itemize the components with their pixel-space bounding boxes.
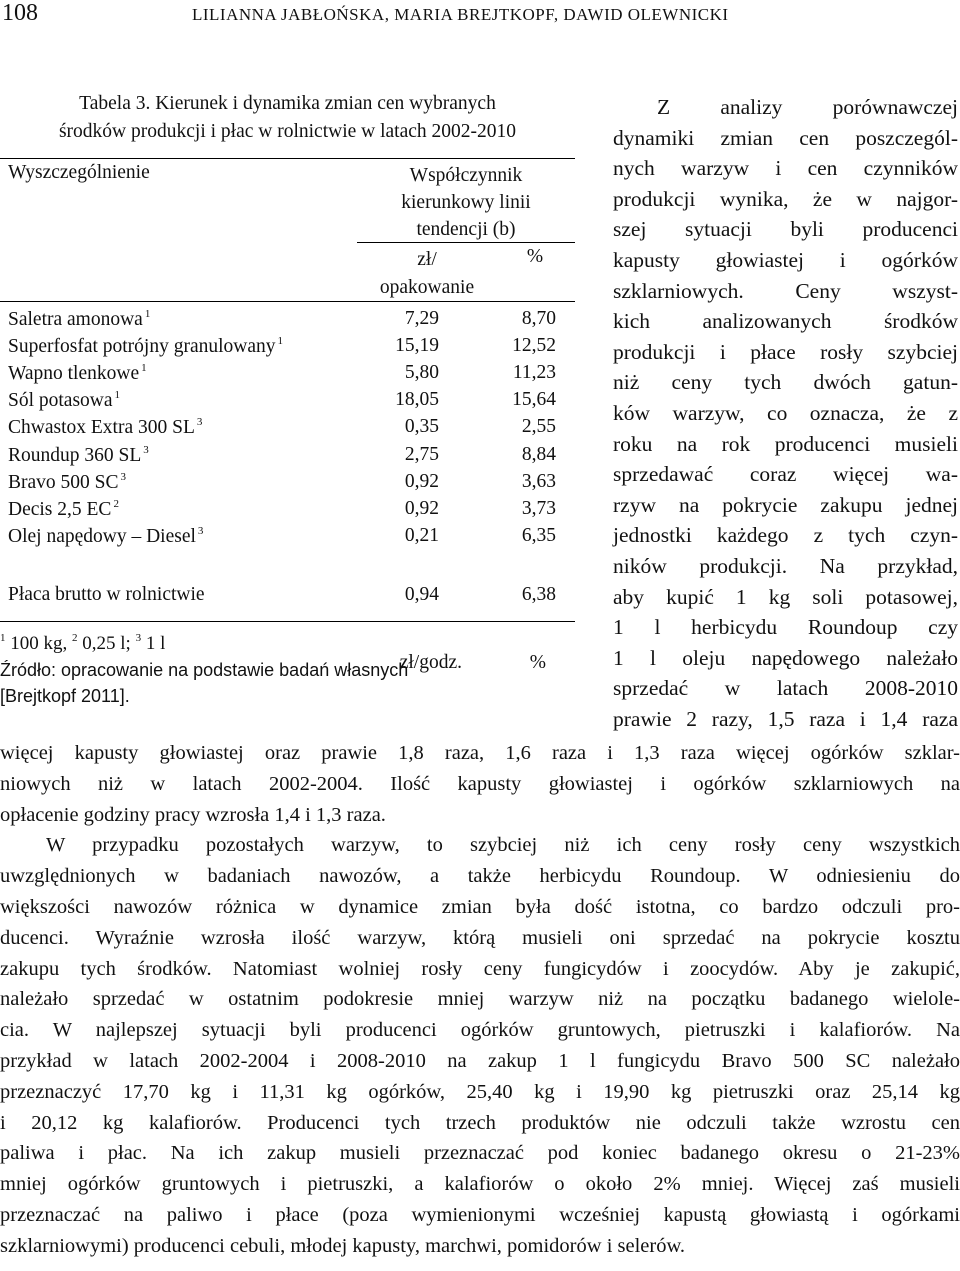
row-name: Saletra amonowa $^1$	[8, 308, 151, 330]
text-line: ducenci. Wyraźnie wzrosła ilość warzyw, którą musieli oni sprzedać na pokrycie kosztu	[0, 926, 960, 949]
row-value-percent: 11,23	[512, 362, 556, 384]
text-line: opłacenie godziny pracy wzrosła 1,4 i 1,3 raza.	[0, 803, 386, 826]
row-name: Sól potasowa $^1$	[8, 389, 121, 412]
row-value-percent: 12,52	[512, 335, 556, 357]
table-row-wage	[0, 584, 575, 611]
row-value-currency: 5,80	[404, 362, 439, 384]
table-row	[0, 444, 575, 471]
table-rule	[0, 301, 575, 302]
row-value-percent: 8,70	[521, 308, 556, 329]
row-value-currency: 0,35	[404, 416, 439, 438]
text-line: cia. W najlepszej sytuacji byli producenci ogórków gruntowych, pietruszki i kalafiorów. Na	[0, 1019, 960, 1042]
row-footnote-mark: 3	[197, 524, 204, 537]
row-name: Olej napędowy – Diesel $^3$	[8, 524, 204, 547]
text-line: szklarniowych. Ceny wszyst-	[613, 278, 958, 303]
table-row	[0, 471, 575, 498]
source-note: [Brejtkopf 2011].	[0, 686, 130, 706]
text-line: 1 l herbicydu Roundoup czy	[613, 615, 958, 640]
table-row	[0, 362, 575, 389]
row-name: Płaca brutto w rolnictwie	[8, 584, 205, 605]
row-value-currency: 0,92	[404, 497, 439, 519]
text-line: produkcji wynika, że w najgor-	[613, 186, 958, 211]
row-footnote-mark: 1	[144, 308, 151, 320]
table-row	[0, 308, 575, 335]
text-line: rzyw na pokrycie zakupu jednej	[613, 492, 958, 517]
row-name: Decis 2,5 EC $^2$	[8, 497, 119, 520]
row-name: Roundup 360 SL $^3$	[8, 443, 149, 466]
table-rule	[0, 158, 575, 159]
row-footnote-mark: 3	[120, 470, 127, 483]
body-paragraphs	[0, 738, 960, 1262]
text-line: szej sytuacji byli producenci	[613, 217, 958, 242]
text-line: roku na rok producenci musieli	[613, 431, 958, 456]
text-line: większości nawozów różnica w dynamice zmian była dość istotna, co bardzo odczuli pro-	[0, 895, 960, 918]
column-header-coefficient	[357, 162, 575, 243]
text-line: kich analizowanych środków	[613, 309, 958, 334]
row-value-percent: 3,63	[521, 470, 556, 492]
text-line: sprzedawać coraz więcej wa-	[613, 462, 958, 487]
text-line: nych warzyw i cen czynników	[613, 156, 958, 181]
footnote-units: $^1$ 100 kg, $^2$ 0,25 l; $^3$ 1 l	[0, 632, 166, 654]
row-footnote-mark: 3	[143, 443, 149, 456]
table-caption-line: Tabela 3. Kierunek i dynamika zmian cen wybranych	[79, 93, 496, 114]
row-value-currency: 0,21	[404, 524, 439, 546]
row-value-currency: 0,92	[404, 470, 439, 492]
text-line: prawie 2 razy, 1,5 raza i 1,4 raza	[613, 706, 958, 731]
text-line: Z analizy porównawczej	[657, 95, 958, 119]
unit-header-percent: %	[526, 246, 544, 267]
row-footnote-mark: 1	[114, 389, 121, 402]
text-line: należało sprzedać w ostatnim podokresie mniej warzyw niż na początku badanego wielole-	[0, 988, 960, 1011]
table-caption-line: środków produkcji i płac w rolnictwie w latach 2002-2010	[58, 121, 517, 142]
table-rule	[357, 242, 575, 243]
table-rule	[0, 621, 575, 622]
row-name: Superfosfat potrójny granulowany $^1$	[8, 335, 284, 358]
text-line: jednostki każdego z tych czyn-	[613, 523, 958, 548]
row-value-currency: 2,75	[404, 443, 439, 465]
text-line: W przypadku pozostałych warzyw, to szybciej niż ich ceny rosły ceny wszystkich	[46, 834, 960, 857]
unit-wage-percent: %	[529, 652, 546, 673]
column-header-name: Wyszczególnienie	[8, 162, 150, 183]
text-line: 1 l oleju napędowego należało	[613, 645, 958, 670]
text-line: dynamiki zmian cen poszczegól-	[613, 125, 958, 150]
row-value-percent: 15,64	[512, 389, 556, 411]
text-line: przeznaczać na paliwo i płace (poza wymienionymi wcześniej kapustą głowiastą i ogórkami	[0, 1203, 960, 1226]
row-footnote-mark: 1	[141, 362, 147, 375]
table-row	[0, 416, 575, 443]
unit-header-line: opakowanie	[379, 277, 475, 298]
table-footnotes	[0, 625, 575, 709]
running-header	[0, 0, 960, 30]
text-line: ków warzyw, co oznacza, że z	[613, 400, 958, 425]
unit-wage-currency: zł/godz.	[399, 652, 462, 673]
side-paragraph	[613, 92, 958, 734]
row-footnote-mark: 1	[277, 335, 284, 348]
text-line: zakupu tych środków. Natomiast wolniej rosły ceny fungicydów i zoocydów. Aby je zakupić,	[0, 957, 960, 980]
text-line: szklarniowymi) producenci cebuli, młodej kapusty, marchwi, pomidorów i selerów.	[0, 1234, 686, 1257]
text-line: paliwa i płac. Na ich zakup musieli przeznaczać pod koniec badanego okresu o 21-23%	[0, 1142, 960, 1165]
text-line: mniej ogórków gruntowych i pietruszki, a kalafiorów o około 2% mniej. Więcej zaś musieli	[0, 1173, 960, 1196]
text-line: przykład w latach 2002-2004 i 2008-2010 na zakup 1 l fungicydu Bravo 500 SC należało	[0, 1049, 960, 1072]
row-value-percent: 6,35	[521, 524, 556, 546]
row-value-currency: 15,19	[395, 335, 439, 357]
row-footnote-mark: 3	[196, 416, 203, 429]
row-footnote-mark: 2	[113, 497, 119, 510]
page-number: 108	[2, 0, 38, 26]
row-value-currency: 18,05	[395, 389, 439, 411]
text-line: niż ceny tych dwóch gatun-	[613, 370, 958, 395]
row-value-percent: 6,38	[521, 584, 556, 605]
table-caption	[0, 90, 575, 146]
row-value-currency: 0,94	[404, 584, 439, 605]
text-line: ników produkcji. Na przykład,	[613, 553, 958, 578]
row-name: Wapno tlenkowe $^1$	[8, 362, 147, 385]
row-value-percent: 3,73	[521, 497, 556, 519]
table-row	[0, 525, 575, 552]
row-name: Chwastox Extra 300 SL $^3$	[8, 416, 203, 439]
text-line: uwzględnionych w badaniach nawozów, a także herbicydu Roundoup. W odniesieniu do	[0, 865, 960, 888]
table-row	[0, 389, 575, 416]
text-line: niowych niż w latach 2002-2004. Ilość kapusty głowiastej i ogórków szklarniowych na	[0, 772, 960, 795]
source-note: Źródło: opracowanie na podstawie badań własnych	[0, 660, 409, 680]
row-value-currency: 7,29	[404, 308, 439, 329]
row-value-percent: 8,84	[521, 443, 556, 465]
text-line: kapusty głowiastej i ogórków	[613, 247, 958, 272]
running-header-authors: LILIANNA JABŁOŃSKA, MARIA BREJTKOPF, DAWID OLEWNICKI	[192, 5, 729, 24]
unit-header-currency	[357, 246, 497, 302]
text-line: aby kupić 1 kg soli potasowej,	[613, 584, 958, 609]
text-line: i 20,12 kg kalafiorów. Producenci tych trzech produktów nie odczuli także wzrostu cen	[0, 1111, 960, 1134]
text-line: sprzedać w latach 2008-2010	[613, 676, 958, 701]
column-header-line: tendencji (b)	[416, 219, 516, 240]
column-header-line: kierunkowy linii	[401, 192, 531, 213]
table-row	[0, 498, 575, 525]
unit-header-line: zł/	[417, 249, 437, 270]
text-line: więcej kapusty głowiastej oraz prawie 1,8 raza, 1,6 raza i 1,3 raza więcej ogórków szklar-	[0, 742, 960, 764]
row-name: Bravo 500 SC $^3$	[8, 470, 127, 493]
row-value-percent: 2,55	[521, 416, 556, 438]
table-row	[0, 335, 575, 362]
text-line: przeznaczyć 17,70 kg i 11,31 kg ogórków, 25,40 kg i 19,90 kg pietruszki oraz 25,14 kg	[0, 1080, 960, 1103]
text-line: produkcji i płace rosły szybciej	[613, 339, 958, 364]
column-header-line: Współczynnik	[409, 165, 523, 186]
